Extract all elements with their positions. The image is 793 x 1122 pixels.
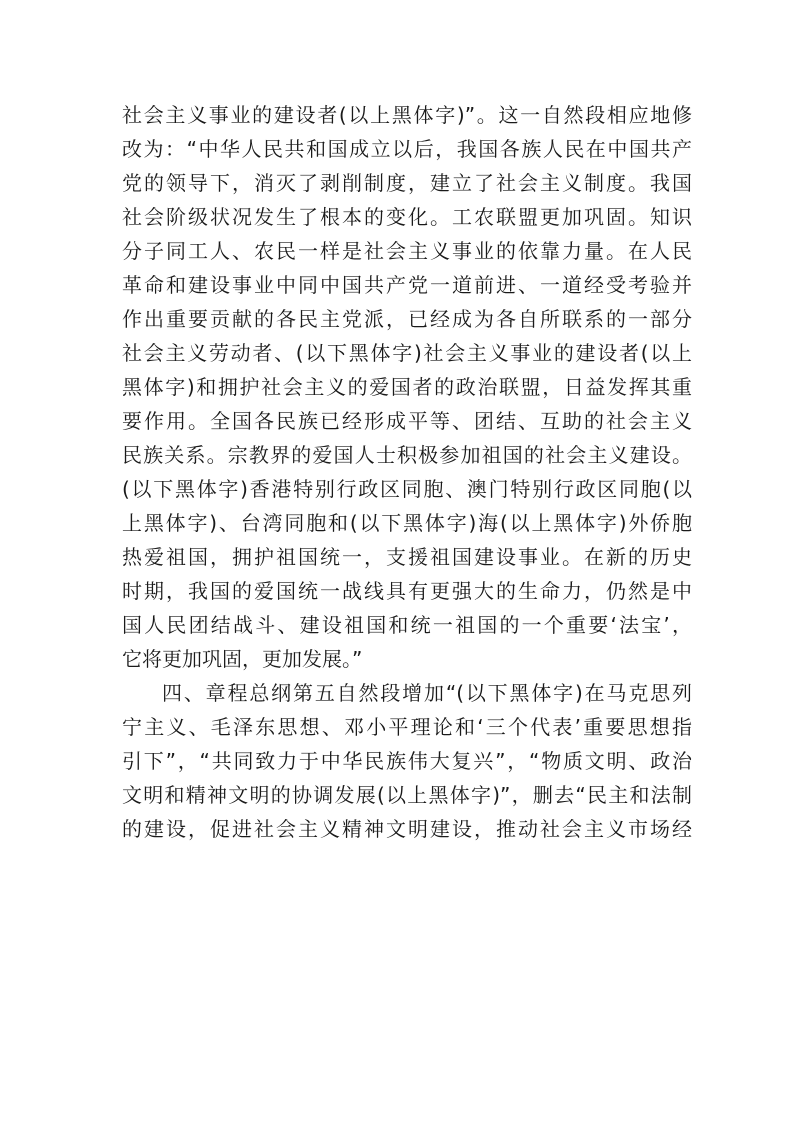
text-line: 改为：“中华人民共和国成立以后，我国各族人民在中国共产 [122, 137, 692, 161]
text-line: 时期，我国的爱国统一战线具有更强大的生命力，仍然是中 [122, 579, 692, 603]
text-line: 黑体字)和拥护社会主义的爱国者的政治联盟，日益发挥其重 [122, 375, 692, 399]
text-line: 社会主义事业的建设者(以上黑体字)”。这一自然段相应地修 [122, 103, 692, 127]
text-line: 热爱祖国，拥护祖国统一，支援祖国建设事业。在新的历史 [122, 545, 692, 569]
text-line: 上黑体字)、台湾同胞和(以下黑体字)海(以上黑体字)外侨胞 [122, 511, 692, 535]
document-body [122, 98, 692, 846]
text-line: 社会阶级状况发生了根本的变化。工农联盟更加巩固。知识 [122, 205, 692, 229]
text-line: (以下黑体字)香港特别行政区同胞、澳门特别行政区同胞(以 [122, 477, 692, 501]
text-line: 分子同工人、农民一样是社会主义事业的依靠力量。在人民 [122, 239, 692, 263]
text-line: 作出重要贡献的各民主党派，已经成为各自所联系的一部分 [122, 307, 692, 331]
text-line: 的建设，促进社会主义精神文明建设，推动社会主义市场经 [122, 817, 692, 841]
text-line: 四、章程总纲第五自然段增加“(以下黑体字)在马克思列 [162, 681, 692, 705]
text-line: 文明和精神文明的协调发展(以上黑体字)”，删去“民主和法制 [122, 783, 692, 807]
text-line: 民族关系。宗教界的爱国人士积极参加祖国的社会主义建设。 [122, 443, 692, 467]
text-line: 要作用。全国各民族已经形成平等、团结、互助的社会主义 [122, 409, 692, 433]
text-line: 宁主义、毛泽东思想、邓小平理论和‘三个代表’重要思想指 [122, 715, 692, 739]
paragraph-1 [122, 98, 692, 676]
text-line: 党的领导下，消灭了剥削制度，建立了社会主义制度。我国 [122, 171, 692, 195]
paragraph-2 [122, 676, 692, 846]
text-line: 国人民团结战斗、建设祖国和统一祖国的一个重要‘法宝’， [122, 613, 692, 637]
text-line: 引下”，“共同致力于中华民族伟大复兴”，“物质文明、政治 [122, 749, 692, 773]
text-line: 革命和建设事业中同中国共产党一道前进、一道经受考验并 [122, 273, 692, 297]
text-line: 社会主义劳动者、(以下黑体字)社会主义事业的建设者(以上 [122, 341, 692, 365]
text-line: 它将更加巩固，更加发展。” [122, 647, 363, 671]
